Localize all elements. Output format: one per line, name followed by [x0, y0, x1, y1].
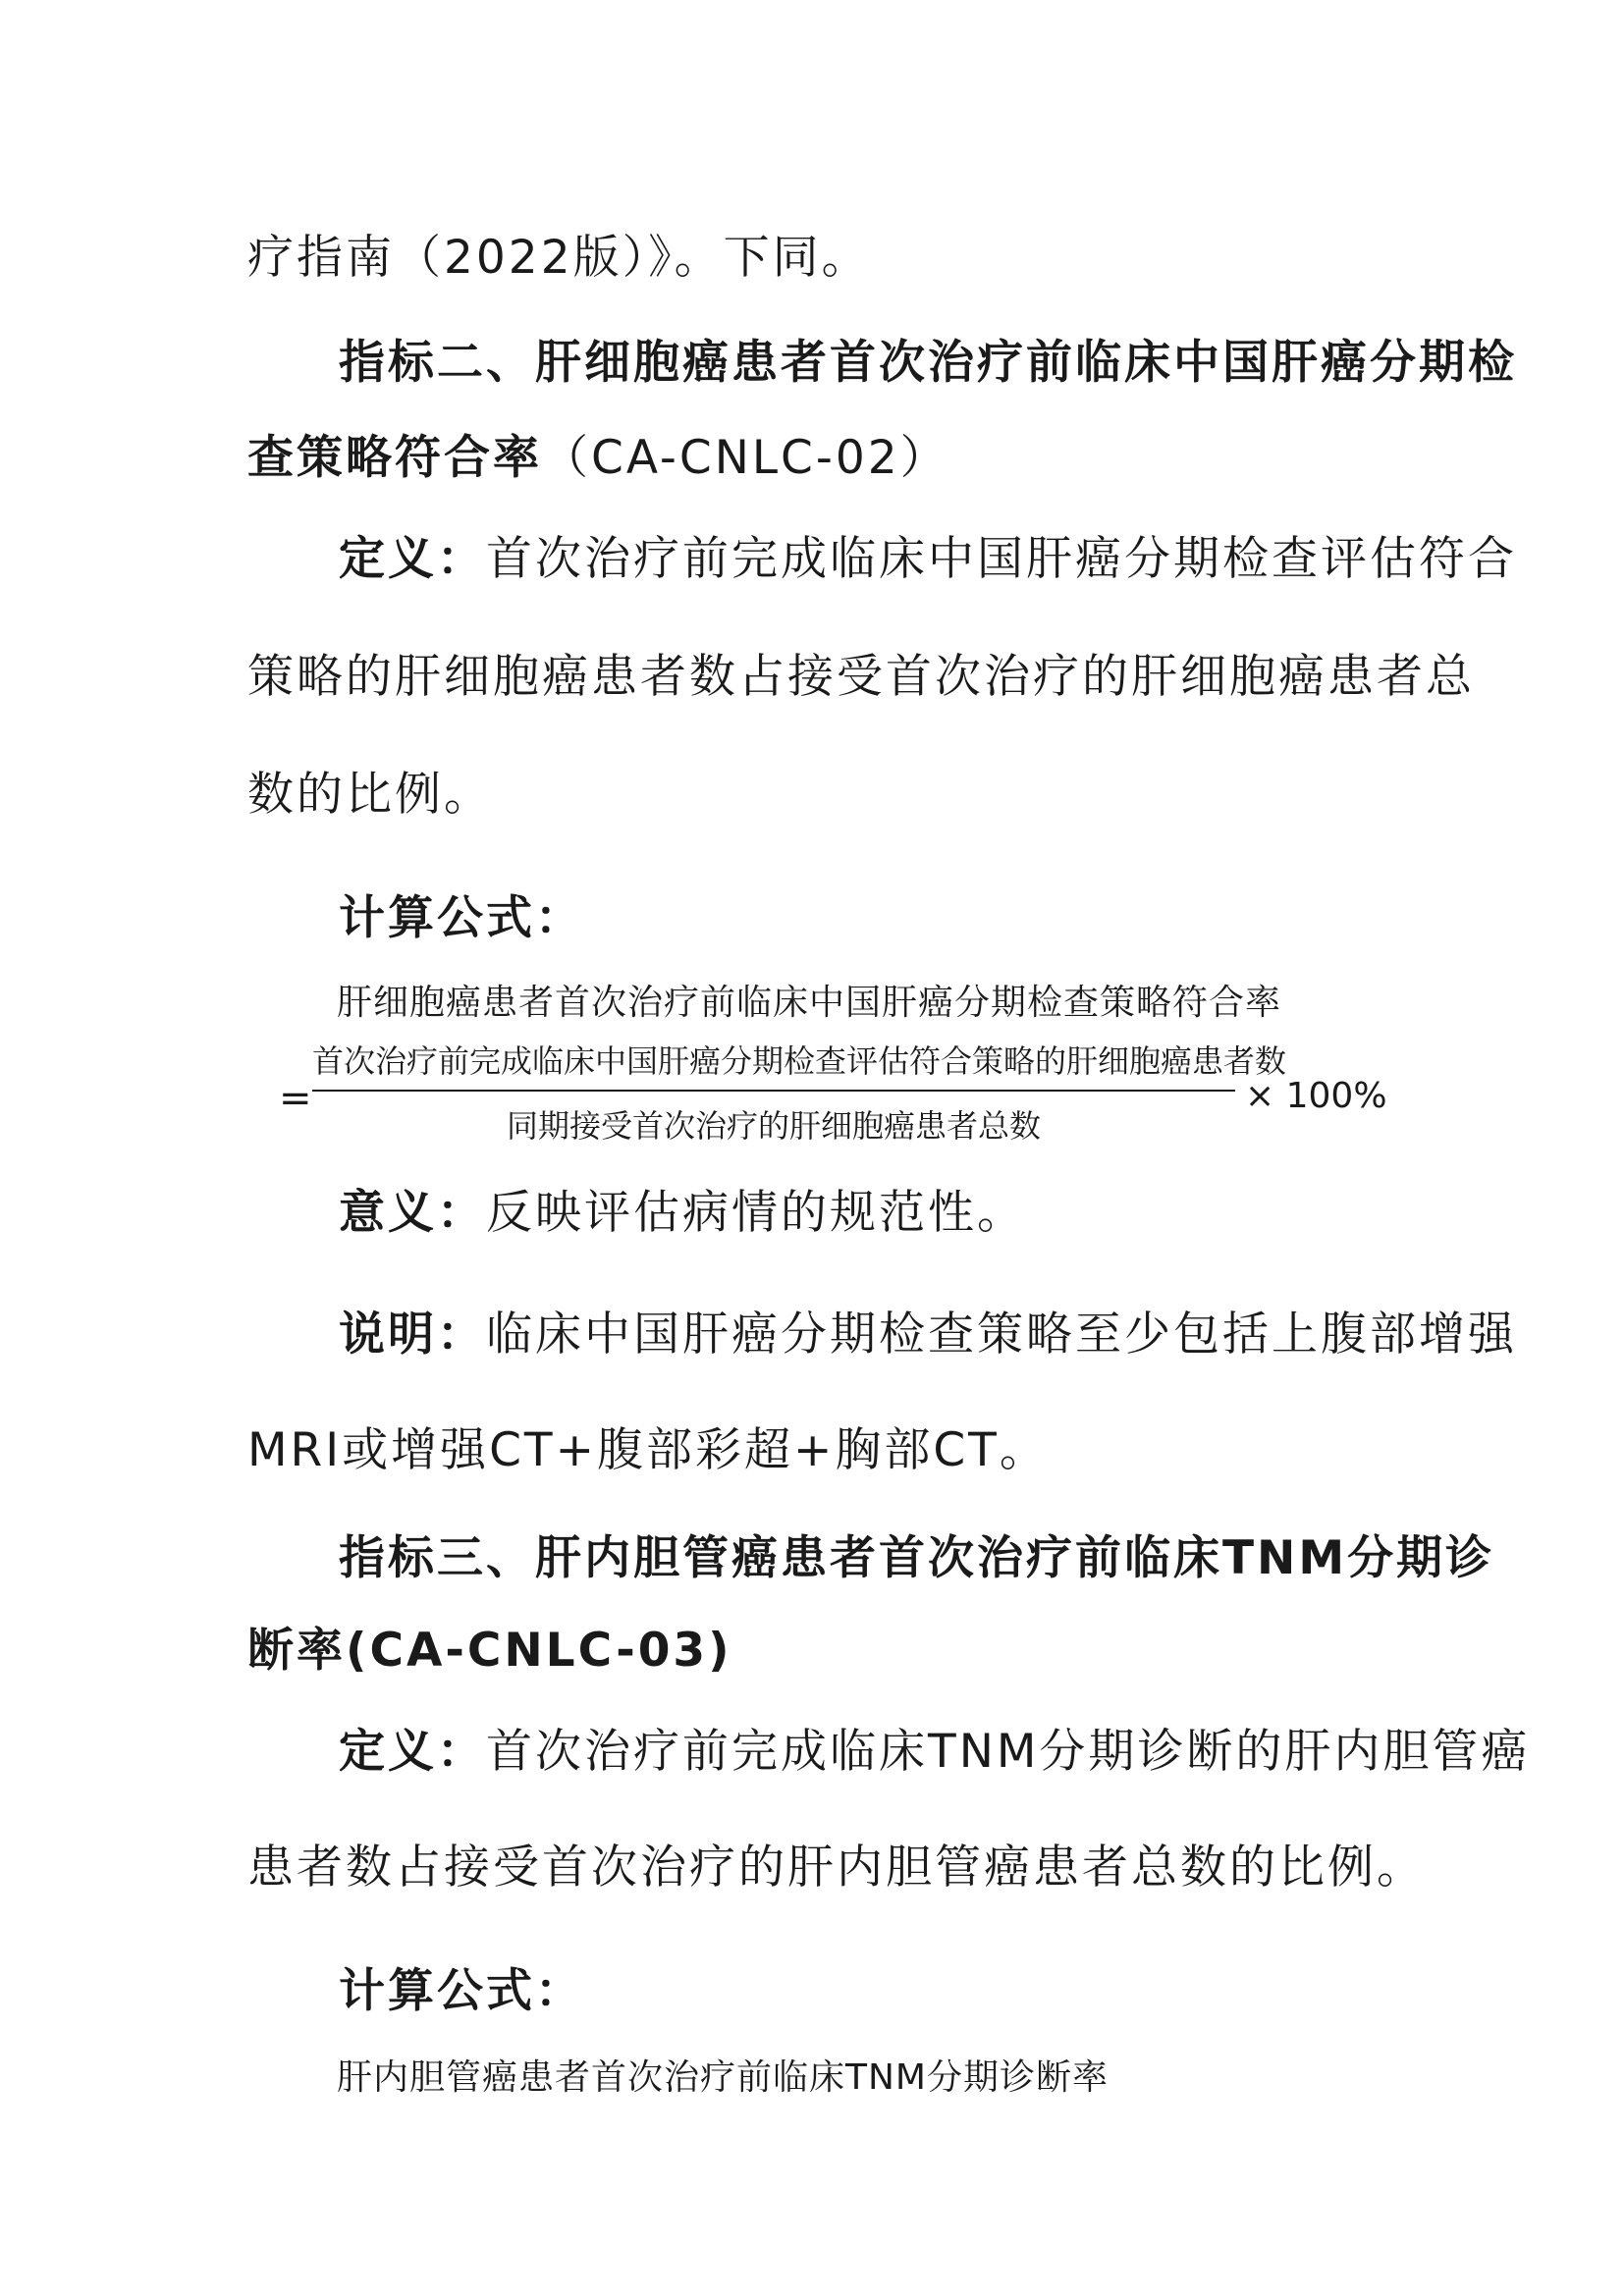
indicator-2-definition-line2: 策略的肝细胞癌患者数占接受首次治疗的肝细胞癌患者总: [247, 650, 1475, 704]
indicator-2-title-line2: [0, 429, 1624, 488]
definition-text: 首次治疗前完成临床中国肝癌分期检查评估符合: [486, 532, 1517, 586]
note-label: 说明：: [339, 1308, 486, 1362]
definition-text: 首次治疗前完成临床TNM分期诊断的肝内胆管癌: [486, 1725, 1531, 1779]
indicator-3-definition-line1: [0, 1723, 1624, 1782]
formula-denominator: 同期接受首次治疗的肝细胞癌患者总数: [506, 1107, 1041, 1145]
indicator-3-title-line2: 断率(CA-CNLC-03): [247, 1624, 732, 1678]
formula-multiplier: × 100%: [1245, 1076, 1387, 1116]
equals-sign: =: [279, 1076, 312, 1121]
formula-numerator: 首次治疗前完成临床中国肝癌分期检查评估符合策略的肝细胞癌患者数: [312, 1042, 1287, 1080]
indicator-2-formula-name: 肝细胞癌患者首次治疗前临床中国肝癌分期检查策略符合率: [337, 983, 1282, 1023]
indicator-2-title-bold: 查策略符合率: [247, 431, 542, 485]
indicator-2-code: （CA-CNLC-02）: [542, 431, 949, 485]
indicator-2-meaning: [0, 1184, 1624, 1243]
indicator-3-title-line1: 指标三、肝内胆管癌患者首次治疗前临床TNM分期诊: [339, 1531, 1495, 1585]
fraction-bar: [312, 1090, 1235, 1092]
indicator-2-formula: [279, 1036, 1387, 1153]
definition-label: 定义：: [339, 532, 486, 586]
paragraph-continuation: 疗指南（2022版）》。下同。: [247, 231, 871, 285]
note-text: 临床中国肝癌分期检查策略至少包括上腹部增强: [486, 1308, 1517, 1362]
indicator-2-definition-line3: 数的比例。: [247, 768, 493, 822]
indicator-2-formula-label: 计算公式：: [339, 891, 584, 945]
indicator-2-title-line1: 指标二、肝细胞癌患者首次治疗前临床中国肝癌分期检: [339, 336, 1517, 390]
meaning-text: 反映评估病情的规范性。: [486, 1186, 1026, 1240]
indicator-3-definition-line2: 患者数占接受首次治疗的肝内胆管癌患者总数的比例。: [247, 1841, 1426, 1895]
indicator-2-note-line1: [0, 1306, 1624, 1364]
indicator-2-definition-line1: [0, 530, 1624, 589]
indicator-2-note-line2: MRI或增强CT+腹部彩超+胸部CT。: [247, 1423, 1049, 1477]
indicator-3-formula-label: 计算公式：: [339, 1964, 584, 2018]
meaning-label: 意义：: [339, 1186, 486, 1240]
indicator-3-formula-name: 肝内胆管癌患者首次治疗前临床TNM分期诊断率: [337, 2057, 1109, 2098]
definition-label: 定义：: [339, 1725, 486, 1779]
